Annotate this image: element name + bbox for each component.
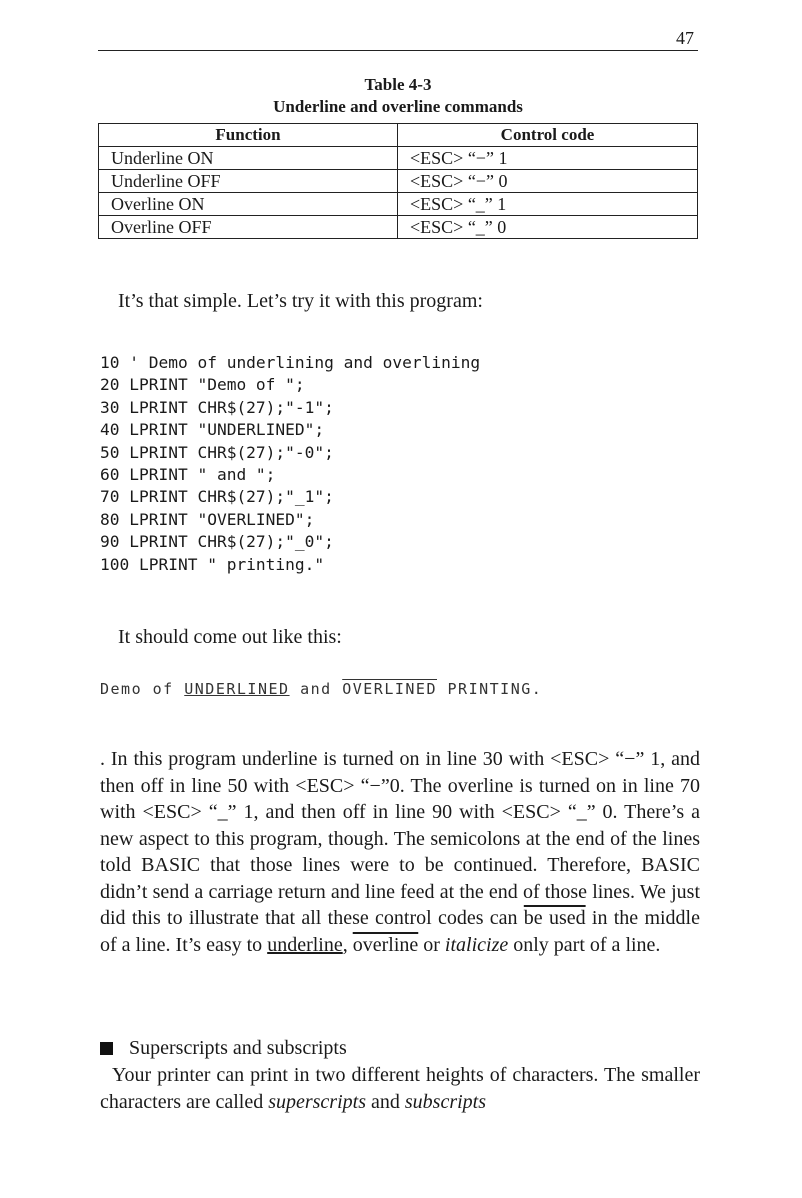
table-cell-code: <ESC> “−” 0 — [398, 170, 698, 193]
underlined-word: underline — [267, 933, 343, 956]
italic-subscripts: subscripts — [404, 1090, 487, 1113]
printed-part: Demo of — [100, 680, 185, 698]
explanation-paragraph — [100, 746, 700, 958]
section-heading — [100, 1037, 347, 1060]
table-caption-title: Table 4-3 — [364, 75, 432, 94]
paragraph-text: or — [418, 933, 445, 956]
overlined-word: overline — [352, 933, 419, 956]
page-number: 47 — [676, 28, 694, 48]
paragraph-text: and — [366, 1090, 405, 1113]
square-bullet-icon — [100, 1042, 113, 1055]
printed-underlined: UNDERLINED — [184, 680, 290, 698]
table-cell-code: <ESC> “_” 1 — [398, 193, 698, 216]
section-heading-text: Superscripts and subscripts — [129, 1037, 347, 1059]
table-row — [99, 170, 698, 193]
code-line: 40 LPRINT "UNDERLINED"; — [100, 420, 325, 440]
paragraph-text: Your printer can print in two different heights of characters. The smaller characters are called — [100, 1064, 701, 1113]
overlined-be-used: be used — [523, 907, 586, 929]
command-table — [98, 123, 698, 239]
result-intro-text: It should come out like this: — [118, 626, 342, 648]
printed-overlined: OVERLINED — [342, 680, 437, 698]
printed-part: PRINTING. — [437, 680, 543, 698]
paragraph-text: only part of a line. — [508, 933, 661, 956]
table-cell-code: <ESC> “−” 1 — [398, 147, 698, 170]
code-line: 70 LPRINT CHR$(27);"_1"; — [100, 487, 334, 507]
header-function: Function — [99, 124, 398, 147]
section-paragraph — [100, 1062, 700, 1115]
paragraph-text: , — [342, 933, 353, 956]
table-header-row — [99, 124, 698, 147]
paragraph-text: in the middle of a line. It’s easy to — [100, 907, 700, 956]
table-caption — [98, 74, 698, 118]
table-row — [99, 216, 698, 239]
table-cell-function: Overline ON — [99, 193, 398, 216]
table-caption-subtitle: Underline and overline commands — [273, 97, 523, 116]
table-row — [99, 147, 698, 170]
printed-output-sample — [100, 680, 542, 698]
code-listing — [100, 352, 480, 576]
table-cell-function: Overline OFF — [99, 216, 398, 239]
code-line: 50 LPRINT CHR$(27);"-0"; — [100, 442, 334, 462]
top-rule — [98, 50, 698, 51]
table-cell-code: <ESC> “_” 0 — [398, 216, 698, 239]
printed-part: and — [289, 680, 343, 698]
table-row — [99, 193, 698, 216]
intro-text: It’s that simple. Let’s try it with this program: — [118, 290, 483, 312]
code-line: 100 LPRINT " printing." — [100, 554, 325, 574]
code-line: 30 LPRINT CHR$(27);"-1"; — [100, 397, 334, 417]
code-line: 80 LPRINT "OVERLINED"; — [100, 509, 315, 529]
header-control-code: Control code — [398, 124, 698, 147]
code-line: 10 ' Demo of underlining and overlining — [100, 353, 481, 372]
italic-word: italicize — [444, 933, 509, 956]
table-cell-function: Underline ON — [99, 147, 398, 170]
paragraph-text: . In this program underline is turned on in line 30 with <ESC> “−” 1, and then off in line 50 with <ESC> “−”0. The overline is turned on in line 70 with <ESC> “_” 1, and then off in line 90 with <ESC> “_” 0. There’s a new aspect to this program, though. The semicolons at the end of the lines told BASIC that those lines were to be continued. Therefore, BASIC didn’t send a carriage return and line feed at the end of those lines. We just did this to illustrate that all these control codes can — [100, 748, 700, 929]
code-line: 90 LPRINT CHR$(27);"_0"; — [100, 532, 334, 552]
code-line: 20 LPRINT "Demo of "; — [100, 375, 305, 395]
italic-superscripts: superscripts — [268, 1090, 366, 1113]
table-cell-function: Underline OFF — [99, 170, 398, 193]
code-line: 60 LPRINT " and "; — [100, 465, 276, 485]
